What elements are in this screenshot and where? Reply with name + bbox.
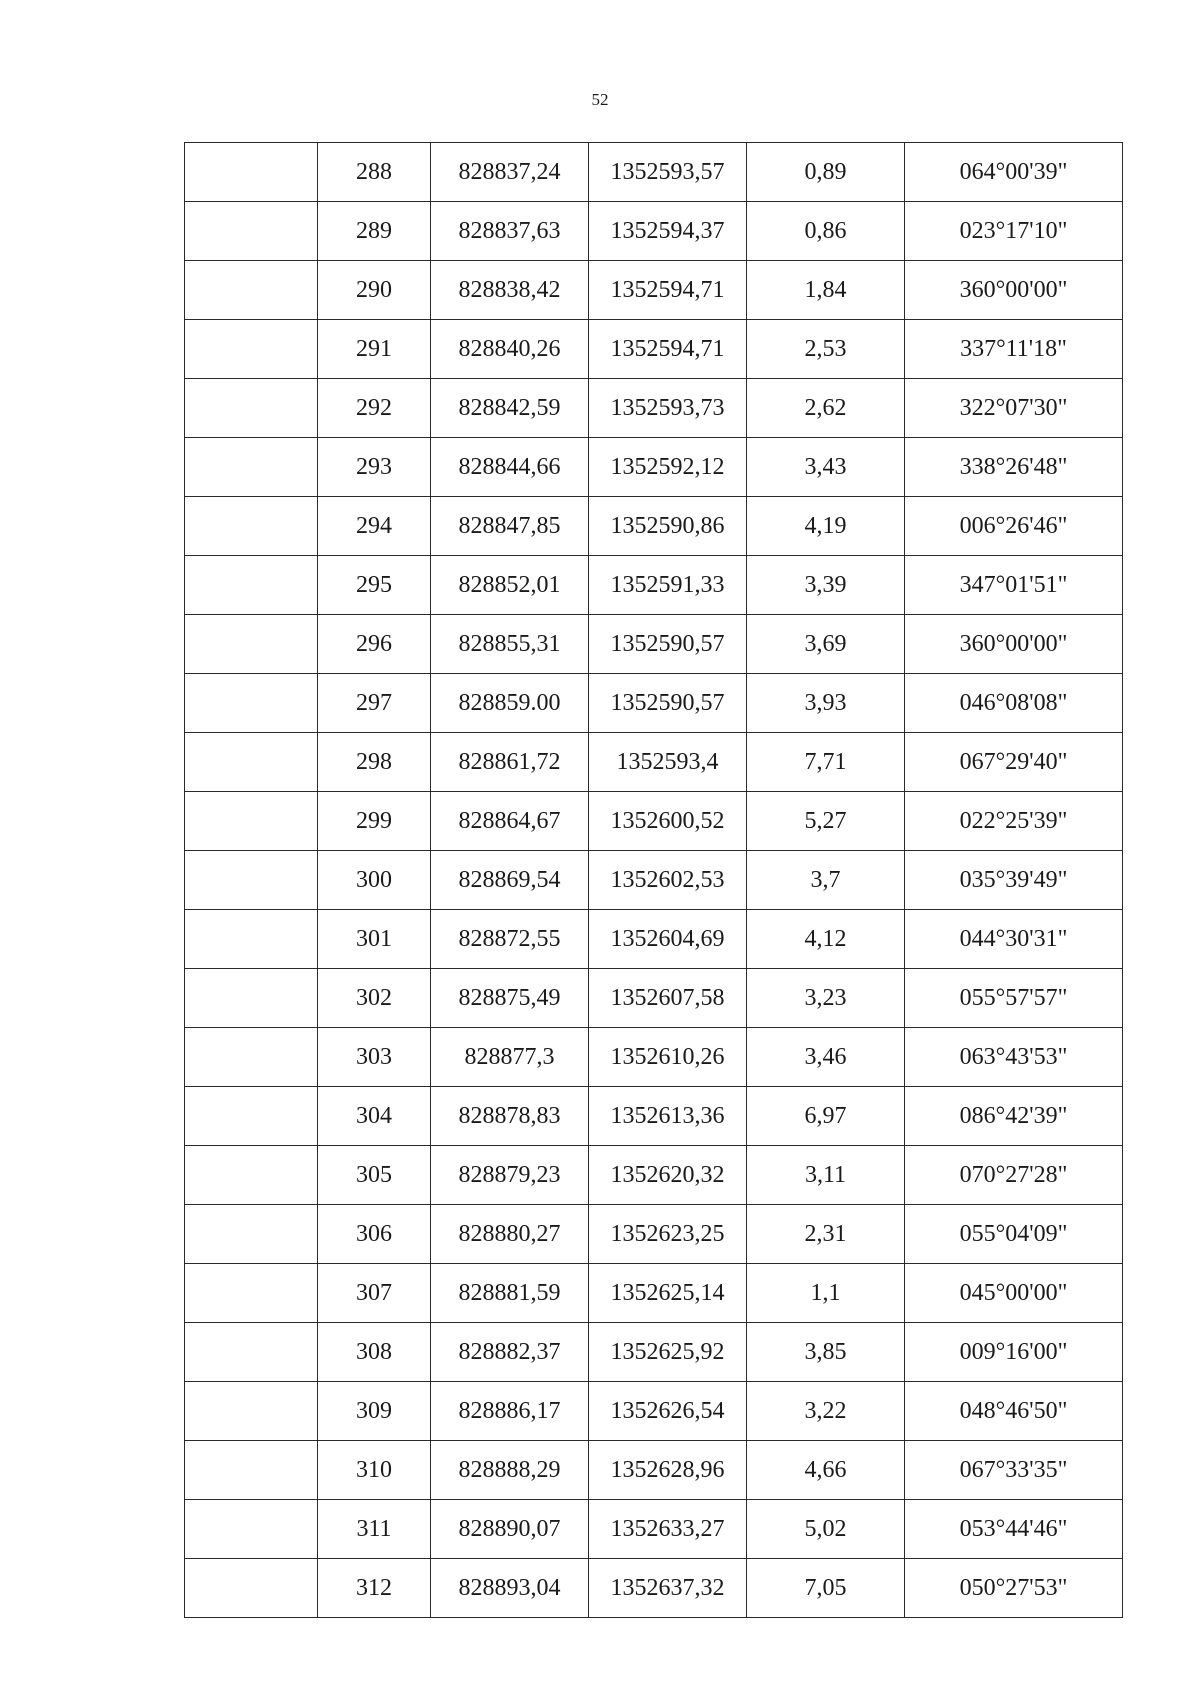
bearing-cell: 070°27'28" <box>905 1146 1123 1205</box>
table-row <box>185 615 1123 674</box>
table-row <box>185 261 1123 320</box>
empty-cell <box>185 1028 318 1087</box>
x-coordinate-cell: 828869,54 <box>431 851 589 910</box>
y-coordinate-cell: 1352625,92 <box>589 1323 747 1382</box>
x-coordinate-cell: 828838,42 <box>431 261 589 320</box>
x-coordinate-cell: 828893,04 <box>431 1559 589 1618</box>
x-coordinate-cell: 828837,24 <box>431 143 589 202</box>
x-coordinate-cell: 828875,49 <box>431 969 589 1028</box>
x-coordinate-cell: 828837,63 <box>431 202 589 261</box>
table-row <box>185 1264 1123 1323</box>
distance-cell: 0,86 <box>747 202 905 261</box>
y-coordinate-cell: 1352593,73 <box>589 379 747 438</box>
empty-cell <box>185 910 318 969</box>
coordinates-table <box>184 142 1123 1618</box>
point-number-cell: 288 <box>318 143 431 202</box>
point-number-cell: 294 <box>318 497 431 556</box>
point-number-cell: 290 <box>318 261 431 320</box>
y-coordinate-cell: 1352591,33 <box>589 556 747 615</box>
bearing-cell: 050°27'53" <box>905 1559 1123 1618</box>
table-row <box>185 143 1123 202</box>
table-row <box>185 910 1123 969</box>
table-row <box>185 556 1123 615</box>
x-coordinate-cell: 828842,59 <box>431 379 589 438</box>
point-number-cell: 308 <box>318 1323 431 1382</box>
empty-cell <box>185 1559 318 1618</box>
y-coordinate-cell: 1352620,32 <box>589 1146 747 1205</box>
x-coordinate-cell: 828847,85 <box>431 497 589 556</box>
table-row <box>185 733 1123 792</box>
point-number-cell: 291 <box>318 320 431 379</box>
empty-cell <box>185 733 318 792</box>
table-row <box>185 851 1123 910</box>
x-coordinate-cell: 828852,01 <box>431 556 589 615</box>
empty-cell <box>185 1205 318 1264</box>
distance-cell: 3,93 <box>747 674 905 733</box>
coordinates-table-body <box>185 143 1123 1618</box>
y-coordinate-cell: 1352637,32 <box>589 1559 747 1618</box>
y-coordinate-cell: 1352593,4 <box>589 733 747 792</box>
table-row <box>185 1028 1123 1087</box>
bearing-cell: 064°00'39" <box>905 143 1123 202</box>
point-number-cell: 292 <box>318 379 431 438</box>
page-number: 52 <box>591 90 609 109</box>
empty-cell <box>185 1087 318 1146</box>
bearing-cell: 023°17'10" <box>905 202 1123 261</box>
bearing-cell: 338°26'48" <box>905 438 1123 497</box>
x-coordinate-cell: 828888,29 <box>431 1441 589 1500</box>
point-number-cell: 289 <box>318 202 431 261</box>
y-coordinate-cell: 1352594,71 <box>589 320 747 379</box>
bearing-cell: 360°00'00" <box>905 261 1123 320</box>
y-coordinate-cell: 1352613,36 <box>589 1087 747 1146</box>
empty-cell <box>185 1500 318 1559</box>
y-coordinate-cell: 1352633,27 <box>589 1500 747 1559</box>
distance-cell: 5,02 <box>747 1500 905 1559</box>
distance-cell: 5,27 <box>747 792 905 851</box>
y-coordinate-cell: 1352590,57 <box>589 615 747 674</box>
y-coordinate-cell: 1352594,37 <box>589 202 747 261</box>
point-number-cell: 305 <box>318 1146 431 1205</box>
distance-cell: 2,31 <box>747 1205 905 1264</box>
distance-cell: 2,53 <box>747 320 905 379</box>
x-coordinate-cell: 828881,59 <box>431 1264 589 1323</box>
empty-cell <box>185 143 318 202</box>
table-row <box>185 1382 1123 1441</box>
distance-cell: 3,11 <box>747 1146 905 1205</box>
table-row <box>185 1500 1123 1559</box>
distance-cell: 1,1 <box>747 1264 905 1323</box>
table-row <box>185 202 1123 261</box>
point-number-cell: 295 <box>318 556 431 615</box>
table-row <box>185 1559 1123 1618</box>
bearing-cell: 055°04'09" <box>905 1205 1123 1264</box>
x-coordinate-cell: 828880,27 <box>431 1205 589 1264</box>
empty-cell <box>185 556 318 615</box>
bearing-cell: 067°33'35" <box>905 1441 1123 1500</box>
empty-cell <box>185 379 318 438</box>
distance-cell: 3,22 <box>747 1382 905 1441</box>
distance-cell: 7,05 <box>747 1559 905 1618</box>
empty-cell <box>185 1441 318 1500</box>
bearing-cell: 360°00'00" <box>905 615 1123 674</box>
x-coordinate-cell: 828844,66 <box>431 438 589 497</box>
point-number-cell: 310 <box>318 1441 431 1500</box>
bearing-cell: 347°01'51" <box>905 556 1123 615</box>
y-coordinate-cell: 1352626,54 <box>589 1382 747 1441</box>
point-number-cell: 298 <box>318 733 431 792</box>
point-number-cell: 299 <box>318 792 431 851</box>
y-coordinate-cell: 1352610,26 <box>589 1028 747 1087</box>
distance-cell: 4,66 <box>747 1441 905 1500</box>
distance-cell: 3,7 <box>747 851 905 910</box>
table-row <box>185 674 1123 733</box>
y-coordinate-cell: 1352592,12 <box>589 438 747 497</box>
empty-cell <box>185 969 318 1028</box>
table-row <box>185 1087 1123 1146</box>
empty-cell <box>185 792 318 851</box>
bearing-cell: 044°30'31" <box>905 910 1123 969</box>
table-row <box>185 379 1123 438</box>
distance-cell: 0,89 <box>747 143 905 202</box>
empty-cell <box>185 851 318 910</box>
empty-cell <box>185 1382 318 1441</box>
y-coordinate-cell: 1352590,86 <box>589 497 747 556</box>
distance-cell: 3,46 <box>747 1028 905 1087</box>
empty-cell <box>185 320 318 379</box>
bearing-cell: 045°00'00" <box>905 1264 1123 1323</box>
point-number-cell: 306 <box>318 1205 431 1264</box>
y-coordinate-cell: 1352602,53 <box>589 851 747 910</box>
point-number-cell: 300 <box>318 851 431 910</box>
y-coordinate-cell: 1352628,96 <box>589 1441 747 1500</box>
bearing-cell: 063°43'53" <box>905 1028 1123 1087</box>
point-number-cell: 307 <box>318 1264 431 1323</box>
x-coordinate-cell: 828855,31 <box>431 615 589 674</box>
empty-cell <box>185 674 318 733</box>
distance-cell: 3,23 <box>747 969 905 1028</box>
distance-cell: 4,12 <box>747 910 905 969</box>
bearing-cell: 009°16'00" <box>905 1323 1123 1382</box>
bearing-cell: 035°39'49" <box>905 851 1123 910</box>
y-coordinate-cell: 1352590,57 <box>589 674 747 733</box>
bearing-cell: 322°07'30" <box>905 379 1123 438</box>
bearing-cell: 337°11'18" <box>905 320 1123 379</box>
empty-cell <box>185 202 318 261</box>
bearing-cell: 048°46'50" <box>905 1382 1123 1441</box>
x-coordinate-cell: 828890,07 <box>431 1500 589 1559</box>
distance-cell: 1,84 <box>747 261 905 320</box>
empty-cell <box>185 1264 318 1323</box>
x-coordinate-cell: 828877,3 <box>431 1028 589 1087</box>
distance-cell: 2,62 <box>747 379 905 438</box>
table-row <box>185 438 1123 497</box>
point-number-cell: 309 <box>318 1382 431 1441</box>
x-coordinate-cell: 828886,17 <box>431 1382 589 1441</box>
table-row <box>185 1146 1123 1205</box>
table-row <box>185 320 1123 379</box>
x-coordinate-cell: 828872,55 <box>431 910 589 969</box>
table-row <box>185 1205 1123 1264</box>
empty-cell <box>185 497 318 556</box>
x-coordinate-cell: 828840,26 <box>431 320 589 379</box>
y-coordinate-cell: 1352607,58 <box>589 969 747 1028</box>
empty-cell <box>185 1323 318 1382</box>
x-coordinate-cell: 828882,37 <box>431 1323 589 1382</box>
x-coordinate-cell: 828878,83 <box>431 1087 589 1146</box>
bearing-cell: 046°08'08" <box>905 674 1123 733</box>
y-coordinate-cell: 1352604,69 <box>589 910 747 969</box>
empty-cell <box>185 261 318 320</box>
table-row <box>185 969 1123 1028</box>
y-coordinate-cell: 1352600,52 <box>589 792 747 851</box>
table-row <box>185 497 1123 556</box>
y-coordinate-cell: 1352593,57 <box>589 143 747 202</box>
distance-cell: 6,97 <box>747 1087 905 1146</box>
point-number-cell: 293 <box>318 438 431 497</box>
distance-cell: 3,85 <box>747 1323 905 1382</box>
bearing-cell: 055°57'57" <box>905 969 1123 1028</box>
empty-cell <box>185 1146 318 1205</box>
point-number-cell: 301 <box>318 910 431 969</box>
point-number-cell: 311 <box>318 1500 431 1559</box>
point-number-cell: 297 <box>318 674 431 733</box>
bearing-cell: 086°42'39" <box>905 1087 1123 1146</box>
bearing-cell: 053°44'46" <box>905 1500 1123 1559</box>
table-row <box>185 1323 1123 1382</box>
table-row <box>185 792 1123 851</box>
empty-cell <box>185 615 318 674</box>
x-coordinate-cell: 828859.00 <box>431 674 589 733</box>
y-coordinate-cell: 1352625,14 <box>589 1264 747 1323</box>
empty-cell <box>185 438 318 497</box>
distance-cell: 7,71 <box>747 733 905 792</box>
bearing-cell: 022°25'39" <box>905 792 1123 851</box>
distance-cell: 3,43 <box>747 438 905 497</box>
bearing-cell: 067°29'40" <box>905 733 1123 792</box>
x-coordinate-cell: 828879,23 <box>431 1146 589 1205</box>
distance-cell: 3,39 <box>747 556 905 615</box>
x-coordinate-cell: 828864,67 <box>431 792 589 851</box>
x-coordinate-cell: 828861,72 <box>431 733 589 792</box>
point-number-cell: 302 <box>318 969 431 1028</box>
point-number-cell: 296 <box>318 615 431 674</box>
point-number-cell: 312 <box>318 1559 431 1618</box>
y-coordinate-cell: 1352623,25 <box>589 1205 747 1264</box>
y-coordinate-cell: 1352594,71 <box>589 261 747 320</box>
bearing-cell: 006°26'46" <box>905 497 1123 556</box>
point-number-cell: 304 <box>318 1087 431 1146</box>
table-row <box>185 1441 1123 1500</box>
distance-cell: 4,19 <box>747 497 905 556</box>
point-number-cell: 303 <box>318 1028 431 1087</box>
distance-cell: 3,69 <box>747 615 905 674</box>
